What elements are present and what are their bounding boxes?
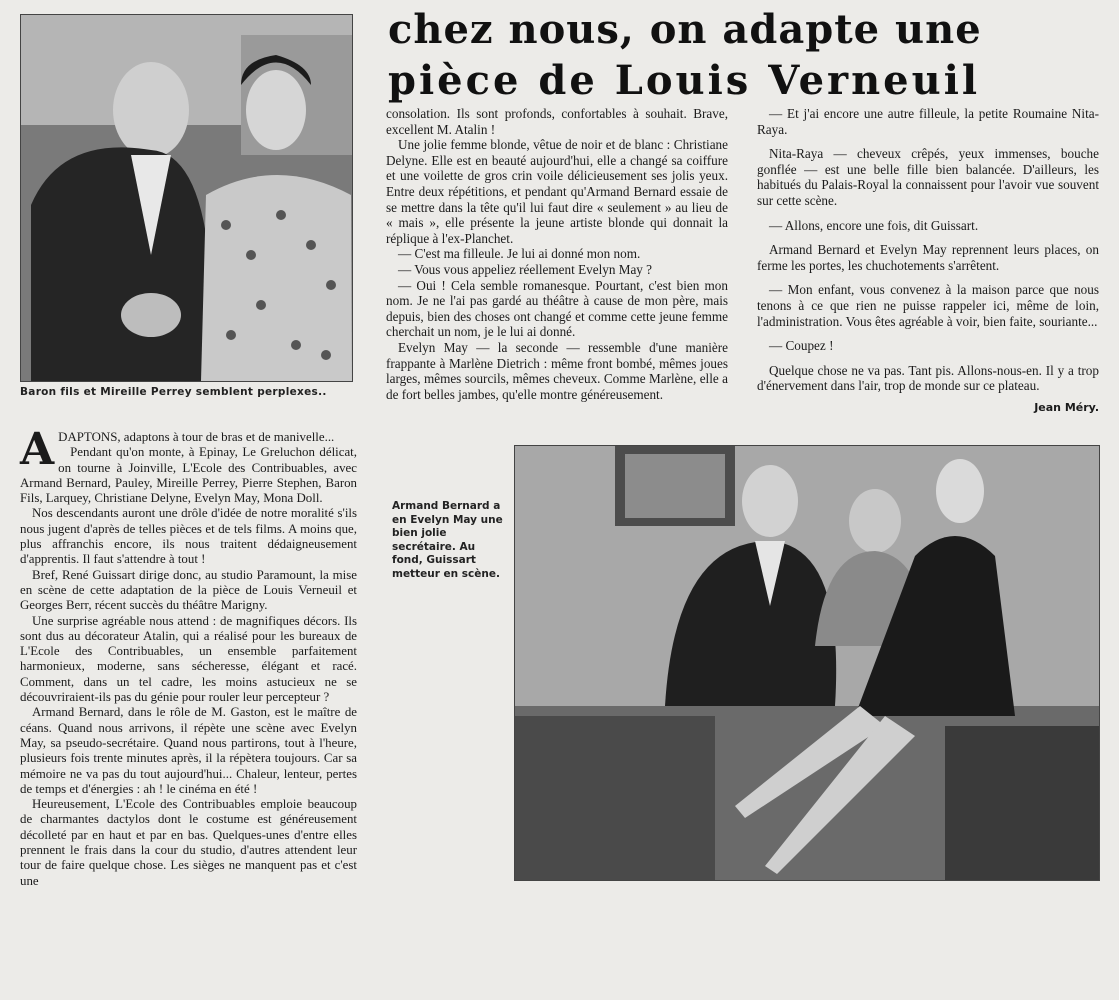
paragraph: Armand Bernard, dans le rôle de M. Gaston, est le maître de céans. Quand nous arrivons, il répète une scène avec Evelyn May, sa pseudo-secrétaire. Quand nous partirons, tout à l'heure, plusieurs fois trente minutes après, il la répètera toujours. Car sa mémoire ne va pas du tout aujourd'hui... Chaleur, lenteur, pertes de temps et d'énergies : ah ! le cinéma en été ! xyxy=(20,705,357,796)
paragraph: — Et j'ai encore une autre filleule, la petite Roumaine Nita-Raya. xyxy=(757,106,1099,137)
intro-text: DAPTONS, adaptons à tour de bras et de manivelle... xyxy=(58,430,335,444)
headline-line-2: pièce de Louis Verneuil xyxy=(388,57,981,104)
photo-top-caption: Baron fils et Mireille Perrey semblent perplexes.. xyxy=(20,386,327,398)
paragraph: Pendant qu'on monte, à Epinay, Le Greluchon délicat, on tourne à Joinville, L'Ecole des Contribuables, avec Armand Bernard, Pauley, Mireille Perrey, Pierre Stephen, Baron Fils, Larquey, Christiane Delyne, Evelyn May, Mona Doll. xyxy=(20,445,357,506)
photo-illustration xyxy=(515,446,1099,880)
article-column-right xyxy=(757,106,1099,416)
photo-bottom-caption: Armand Bernard a en Evelyn May une bien jolie secrétaire. Au fond, Guissart metteur en scène. xyxy=(392,500,503,580)
article-column-left xyxy=(20,424,357,889)
article-column-middle xyxy=(386,106,728,402)
signature: Jean Méry. xyxy=(1034,400,1099,414)
paragraph: — Oui ! Cela semble romanesque. Pourtant, c'est bien mon nom. Je ne l'ai pas gardé au théâtre à cause de mon père, mais depuis, bien des choses ont changé et comme cette jeune femme cherchait un nom, je le lui ai donné. xyxy=(386,277,728,340)
headline-line-1: chez nous, on adapte une xyxy=(388,6,982,53)
paragraph: Evelyn May — la seconde — ressemble d'une manière frappante à Marlène Dietrich : même front bombé, mêmes joues larges, mêmes sourcils, mêmes cheveux. Comme Marlène, elle a de fort belles jambes, qu'elle montre généreusement. xyxy=(386,339,728,402)
paragraph: Une surprise agréable nous attend : de magnifiques décors. Ils sont dus au décorateur Atalin, qui a réalisé pour les bureaux de L'Ecole des Contribuables, un ensemble parfaitement harmonieux, moderne, sans sécheresse, élégant et racé. Comment, dans un tel cadre, les moins astucieux ne se découvriraient-ils pas du génie pour rouler leur percepteur ? xyxy=(20,613,357,705)
paragraph: Nita-Raya — cheveux crêpés, yeux immenses, bouche gonflée — est une belle fille bien balancée. D'ailleurs, les habitués du Palais-Royal la connaissent pour l'avoir vue souvent sur cette scène. xyxy=(757,146,1099,208)
paragraph: — Mon enfant, vous convenez à la maison parce que nous tenons à ce que rien ne puisse rappeler ici, même de loin, l'administration. Vous êtes agréable à voir, bien faite, souriante... xyxy=(757,282,1099,329)
paragraph: — Allons, encore une fois, dit Guissart. xyxy=(769,217,979,233)
paragraph: Une jolie femme blonde, vêtue de noir et de blanc : Christiane Delyne. Elle est en beauté aujourd'hui, elle a changé sa coiffure et une voilette de gros crin voile délicieusement ses jolis yeux. Entre deux répétitions, et pendant qu'Armand Bernard essaie de se mettre dans la tête qu'il lui faut dire « seulement » au lieu de « mais », elle présente la jeune artiste blonde qui donnait la réplique à l'ex-Planchet. xyxy=(386,137,728,246)
photo-bernard-may xyxy=(514,445,1100,881)
paragraph: Bref, René Guissart dirige donc, au studio Paramount, la mise en scène de cette adaptation de la pièce de Louis Verneuil et Georges Berr, récent succès du théâtre Marigny. xyxy=(20,567,357,613)
paragraph: consolation. Ils sont profonds, confortables à souhait. Brave, excellent M. Atalin ! xyxy=(386,106,728,137)
paragraph-intro xyxy=(20,424,357,475)
paragraph: Quelque chose ne va pas. Tant pis. Allons-nous-en. Il y a trop d'énervement dans l'air, trop de monde sur ce plateau. xyxy=(757,362,1099,394)
paragraph: — Coupez ! xyxy=(769,338,834,354)
paragraph: — C'est ma filleule. Je lui ai donné mon nom. xyxy=(398,246,641,262)
photo-illustration xyxy=(21,15,352,381)
drop-cap: A xyxy=(20,424,55,475)
headline xyxy=(388,4,1108,106)
photo-baron-perrey xyxy=(20,14,353,382)
paragraph: Armand Bernard et Evelyn May reprennent leurs places, on ferme les portes, les chuchotements s'arrêtent. xyxy=(757,242,1099,273)
paragraph: Heureusement, L'Ecole des Contribuables emploie beaucoup de charmantes dactylos dont le costume est généreusement décolleté par en haut et par en bas. Quelques-unes d'entre elles prennent le frais dans la cour du studio, d'autres attendent leur tour de faire quelque chose. Les sièges ne manquent pas et c'est une xyxy=(20,797,357,888)
paragraph: — Vous vous appeliez réellement Evelyn May ? xyxy=(398,261,653,277)
paragraph: Nos descendants auront une drôle d'idée de notre moralité s'ils nous jugent d'après de telles pièces et de tels films. A moins que, plus affranchis encore, ils nous traitent dédaigneusement d'apprentis. Il faut s'attendre à tout ! xyxy=(20,506,357,567)
